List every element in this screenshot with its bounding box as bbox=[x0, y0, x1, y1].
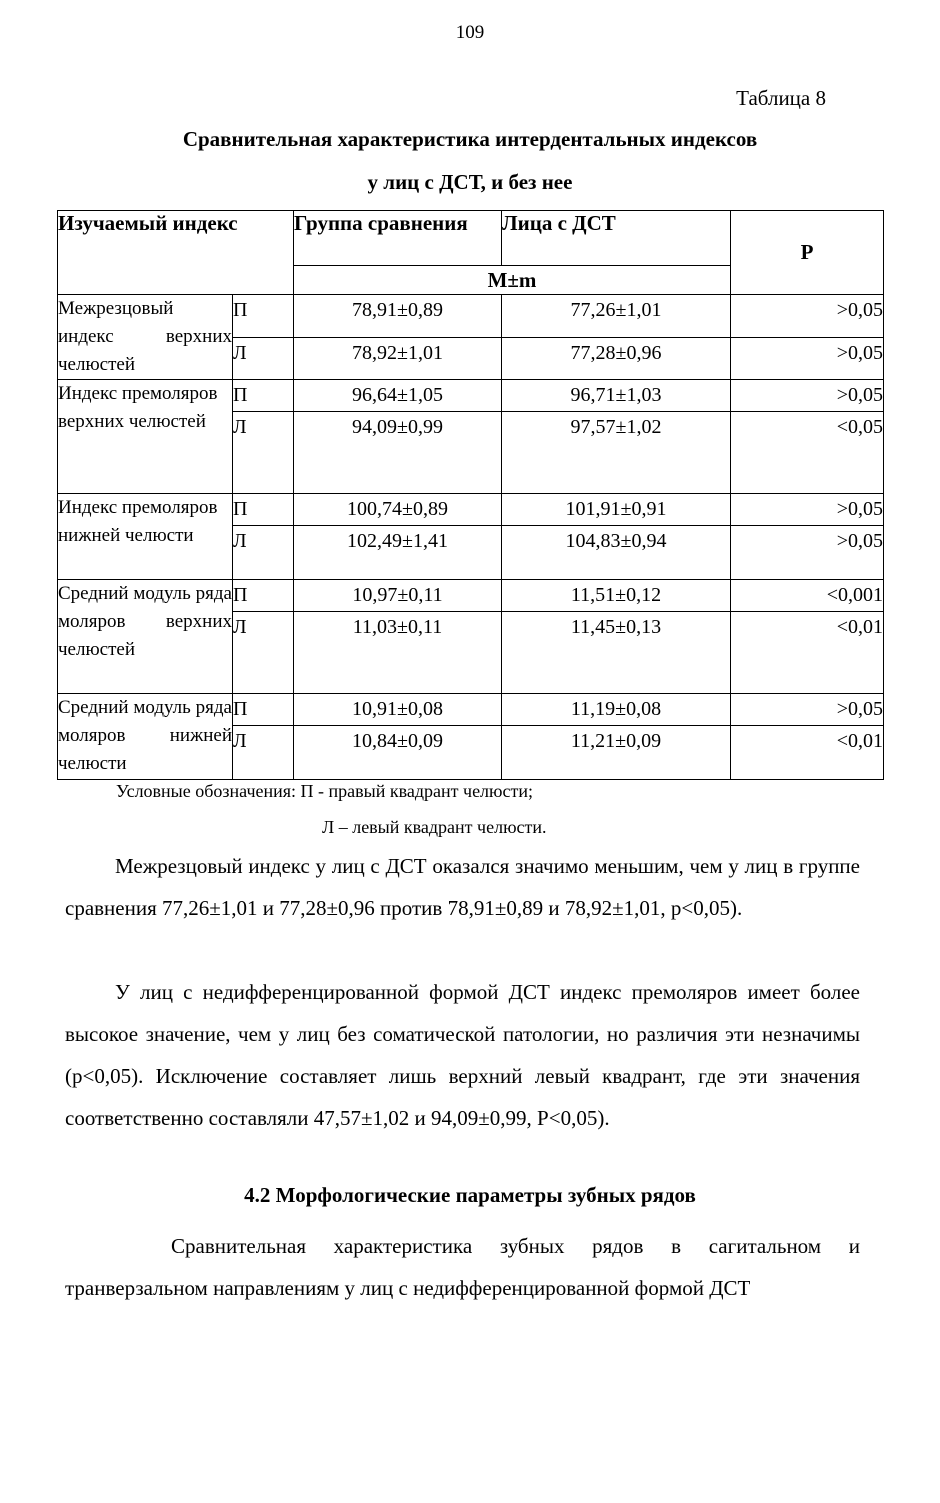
quadrant-cell: Л bbox=[233, 612, 294, 694]
quadrant-cell: П bbox=[233, 694, 294, 726]
group-value: 10,91±0,08 bbox=[294, 694, 502, 726]
dst-value: 101,91±0,91 bbox=[502, 494, 731, 526]
group-value: 11,03±0,11 bbox=[294, 612, 502, 694]
index-name: Межрезцовый индекс верхних челюстей bbox=[58, 295, 233, 380]
dst-value: 11,45±0,13 bbox=[502, 612, 731, 694]
group-value: 102,49±1,41 bbox=[294, 526, 502, 580]
table-title-line-2: у лиц с ДСТ, и без нее bbox=[367, 170, 573, 194]
p-value: >0,05 bbox=[731, 526, 884, 580]
page-number: 109 bbox=[455, 22, 485, 43]
p-value: >0,05 bbox=[731, 295, 884, 338]
quadrant-cell: П bbox=[233, 295, 294, 338]
index-name: Индекс премоляров нижней челюсти bbox=[58, 494, 233, 580]
p-value: >0,05 bbox=[731, 380, 884, 412]
table-row bbox=[58, 580, 884, 612]
quadrant-cell: П bbox=[233, 380, 294, 412]
header-index: Изучаемый индекс bbox=[58, 211, 294, 295]
quadrant-cell: П bbox=[233, 494, 294, 526]
paragraph-1 bbox=[65, 845, 860, 929]
legend-line-2: Л – левый квадрант челюсти. bbox=[322, 817, 547, 837]
group-value: 10,97±0,11 bbox=[294, 580, 502, 612]
header-dst: Лица с ДСТ bbox=[502, 211, 731, 266]
dst-value: 104,83±0,94 bbox=[502, 526, 731, 580]
header-group: Группа сравнения bbox=[294, 211, 502, 266]
legend-line-1: Условные обозначения: П - правый квадрант челюсти; bbox=[116, 781, 533, 801]
dst-value: 96,71±1,03 bbox=[502, 380, 731, 412]
group-value: 78,92±1,01 bbox=[294, 337, 502, 380]
p-value: <0,001 bbox=[731, 580, 884, 612]
paragraph-3-text: Сравнительная характеристика зубных рядов в сагитальном и транверзальном направлениям у лиц с недифференцированной формой ДСТ bbox=[65, 1234, 860, 1300]
dst-value: 97,57±1,02 bbox=[502, 412, 731, 494]
paragraph-2 bbox=[65, 971, 860, 1139]
quadrant-cell: Л bbox=[233, 337, 294, 380]
dst-value: 77,26±1,01 bbox=[502, 295, 731, 338]
index-name: Средний модуль ряда моляров нижней челюсти bbox=[58, 694, 233, 780]
quadrant-cell: Л bbox=[233, 412, 294, 494]
dst-value: 77,28±0,96 bbox=[502, 337, 731, 380]
index-name: Индекс премоляров верхних челюстей bbox=[58, 380, 233, 494]
p-value: >0,05 bbox=[731, 337, 884, 380]
table-row bbox=[58, 380, 884, 412]
quadrant-cell: П bbox=[233, 580, 294, 612]
dst-value: 11,21±0,09 bbox=[502, 726, 731, 780]
dst-value: 11,51±0,12 bbox=[502, 580, 731, 612]
table-label: Таблица 8 bbox=[736, 86, 826, 110]
table-row bbox=[58, 694, 884, 726]
header-p: Р bbox=[731, 211, 884, 295]
header-row bbox=[58, 211, 884, 266]
index-name: Средний модуль ряда моляров верхних челюстей bbox=[58, 580, 233, 694]
paragraph-2-text: У лиц с недифференцированной формой ДСТ индекс премоляров имеет более высокое значение, чем у лиц без соматической патологии, но различия эти незначимы (p<0,05). Исключение составляет лишь верхний левый квадрант, где эти значения соответственно составляли 47,57±1,02 и 94,09±0,99, P<0,05). bbox=[65, 980, 860, 1130]
dst-value: 11,19±0,08 bbox=[502, 694, 731, 726]
group-value: 10,84±0,09 bbox=[294, 726, 502, 780]
table-row bbox=[58, 494, 884, 526]
group-value: 96,64±1,05 bbox=[294, 380, 502, 412]
table-title-line-1: Сравнительная характеристика интердентальных индексов bbox=[182, 127, 758, 151]
table-row bbox=[58, 295, 884, 338]
p-value: >0,05 bbox=[731, 494, 884, 526]
p-value: <0,01 bbox=[731, 726, 884, 780]
p-value: <0,05 bbox=[731, 412, 884, 494]
paragraph-1-text: Межрезцовый индекс у лиц с ДСТ оказался значимо меньшим, чем у лиц в группе сравнения 77,26±1,01 и 77,28±0,96 против 78,91±0,89 и 78,92±1,01, p<0,05). bbox=[65, 854, 860, 920]
header-mean-sd: M±m bbox=[294, 266, 731, 295]
section-heading: 4.2 Морфологические параметры зубных рядов bbox=[244, 1183, 696, 1207]
group-value: 78,91±0,89 bbox=[294, 295, 502, 338]
paragraph-3 bbox=[65, 1225, 860, 1309]
p-value: <0,01 bbox=[731, 612, 884, 694]
quadrant-cell: Л bbox=[233, 526, 294, 580]
group-value: 94,09±0,99 bbox=[294, 412, 502, 494]
quadrant-cell: Л bbox=[233, 726, 294, 780]
group-value: 100,74±0,89 bbox=[294, 494, 502, 526]
comparison-table bbox=[57, 210, 884, 780]
p-value: >0,05 bbox=[731, 694, 884, 726]
